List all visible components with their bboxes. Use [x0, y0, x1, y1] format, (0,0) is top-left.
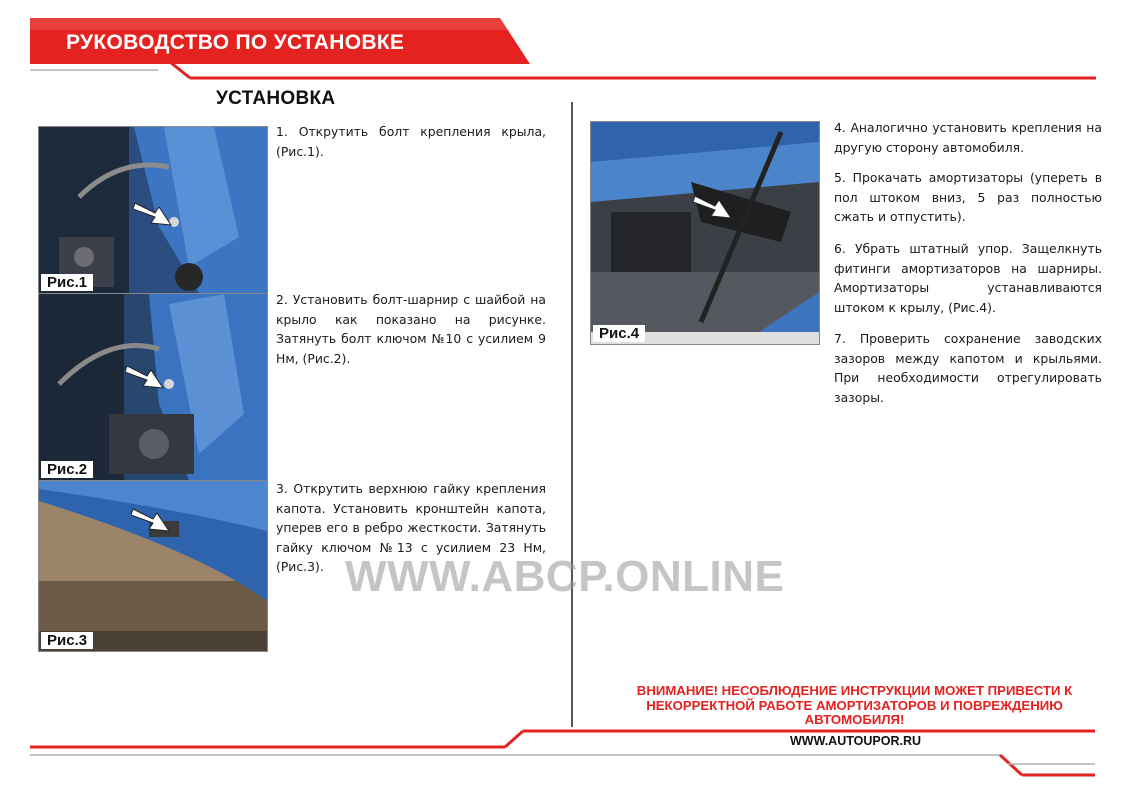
arrow-icon: [125, 360, 165, 392]
section-title: УСТАНОВКА: [216, 88, 336, 109]
step-1: 1. Открутить болт крепления крыла, (Рис.1).: [276, 124, 546, 159]
footer-rule: [0, 720, 1132, 780]
figure-2-caption: Рис.2: [41, 461, 93, 478]
arrow-icon: [133, 197, 173, 229]
figure-4-photo: [590, 121, 820, 345]
step-6: 6. Убрать штатный упор. Защелкнуть фитинги амортизаторов на шарниры. Амортизаторы устанавливаются штоком к крылу, (Рис.4).: [834, 241, 1102, 315]
step-3: 3. Открутить верхнюю гайку крепления капота. Установить кронштейн капота, уперев его в ребро жесткости. Затянуть гайку ключом №13 с усилием 23 Нм, (Рис.3).: [276, 481, 546, 574]
figure-1-caption: Рис.1: [41, 274, 93, 291]
step-2: 2. Установить болт-шарнир с шайбой на крыло как показано на рисунке. Затянуть болт ключом №10 с усилием 9 Нм, (Рис.2).: [276, 292, 546, 366]
site-url: WWW.AUTOUPOR.RU: [790, 734, 922, 748]
header-rule: [30, 56, 1100, 82]
step-4: 4. Аналогично установить крепления на другую сторону автомобиля.: [834, 120, 1102, 155]
figure-4-image: [591, 122, 819, 344]
step-7: 7. Проверить сохранение заводских зазоров между капотом и крыльями. При необходимости отрегулировать зазоры.: [834, 331, 1102, 405]
figure-1-photo: [38, 126, 268, 294]
column-divider: [571, 102, 573, 727]
arrow-icon: [131, 503, 171, 535]
warning-text: ВНИМАНИЕ! НЕСОБЛЮДЕНИЕ ИНСТРУКЦИИ МОЖЕТ ПРИВЕСТИ К НЕКОРРЕКТНОЙ РАБОТЕ АМОРТИЗАТОРОВ И ПОВРЕЖДЕНИЮ АВТОМОБИЛЯ!: [636, 683, 1073, 727]
arrow-icon: [693, 190, 733, 222]
watermark: WWW.ABCP.ONLINE: [345, 552, 785, 601]
figure-4-caption: Рис.4: [593, 325, 645, 342]
header-title: РУКОВОДСТВО ПО УСТАНОВКЕ: [66, 31, 405, 54]
figure-3-caption: Рис.3: [41, 632, 93, 649]
figure-3-photo: [38, 480, 268, 652]
step-5: 5. Прокачать амортизаторы (упереть в пол штоком вниз, 5 раз полностью сжать и отпустить).: [834, 170, 1102, 224]
figure-2-photo: [38, 293, 268, 481]
